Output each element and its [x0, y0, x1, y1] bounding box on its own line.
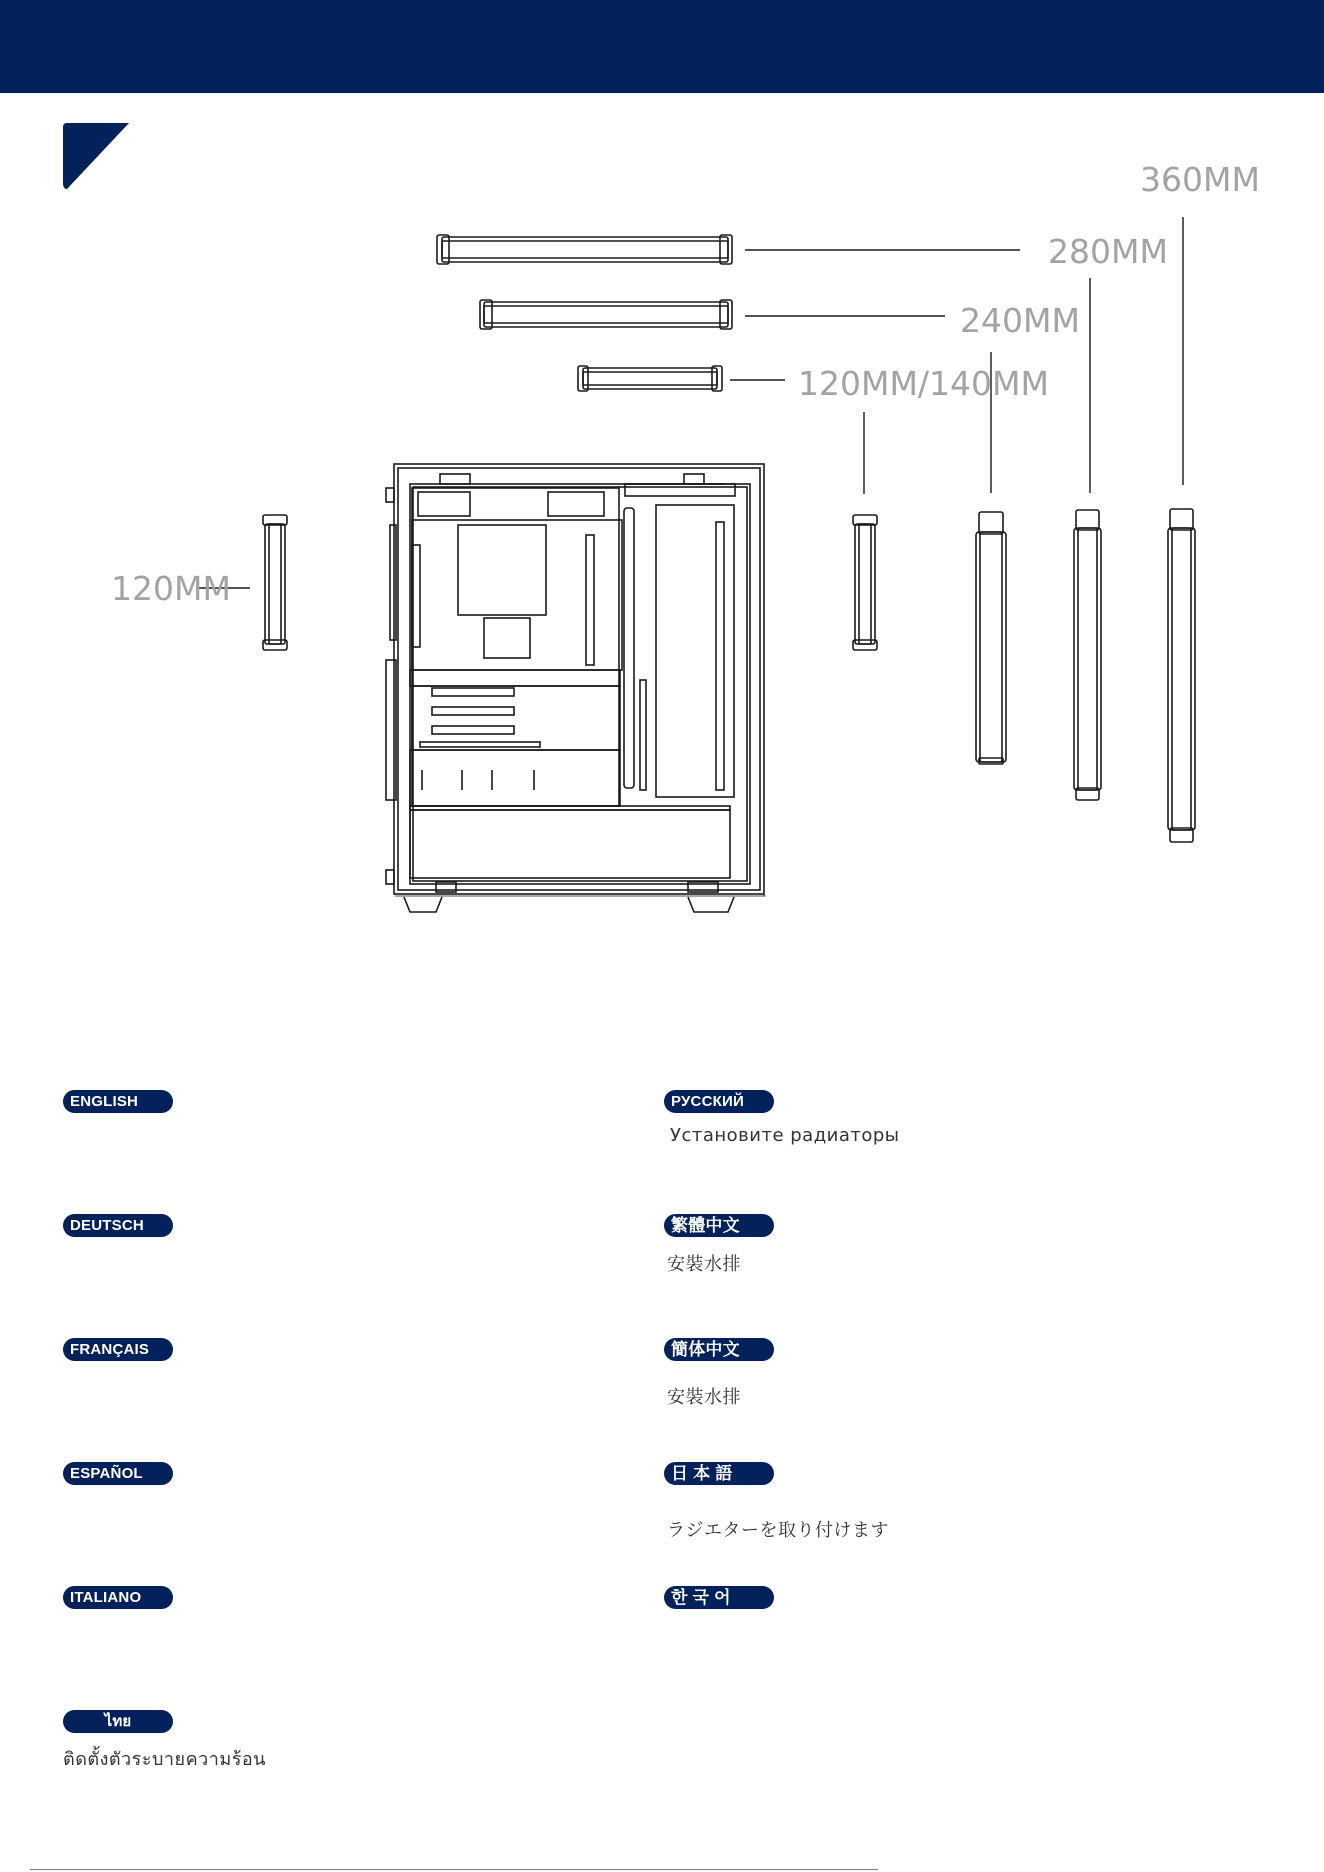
- footer-rule: [30, 1869, 878, 1870]
- radiator-120-rear: [263, 515, 287, 650]
- lang-text-russian: Установите радиаторы: [670, 1125, 900, 1146]
- lang-badge-francais: FRANÇAIS: [63, 1338, 173, 1361]
- lang-text-simplified-chinese: 安裝水排: [667, 1387, 741, 1408]
- lang-text-japanese: ラジエターを取り付けます: [667, 1520, 889, 1541]
- lang-badge-deutsch: DEUTSCH: [63, 1214, 173, 1237]
- label-240mm: 240MM: [960, 301, 1080, 340]
- radiator-280-front: [1074, 510, 1101, 800]
- radiator-360-front: [1168, 509, 1195, 842]
- label-280mm: 280MM: [1048, 232, 1168, 271]
- radiator-120-140-top: [578, 366, 722, 391]
- label-360mm: 360MM: [1140, 160, 1260, 199]
- lang-badge-italiano: ITALIANO: [63, 1586, 173, 1609]
- radiator-280-top: [480, 300, 732, 329]
- pc-case-drawing: [386, 464, 766, 912]
- lang-text-thai: ติดตั้งตัวระบายความร้อน: [63, 1749, 266, 1770]
- lang-badge-espanol: ESPAÑOL: [63, 1462, 173, 1485]
- label-120-140mm: 120MM/140MM: [798, 364, 1049, 403]
- lang-badge-traditional-chinese: 繁體中文: [664, 1214, 774, 1237]
- radiator-360-top: [437, 235, 732, 264]
- radiator-120-front: [853, 515, 877, 650]
- lang-badge-russian: РУССКИЙ: [664, 1090, 774, 1113]
- lang-badge-thai: ไทย: [63, 1710, 173, 1733]
- lang-badge-korean: 한 국 어: [664, 1586, 774, 1609]
- label-rear-120mm: 120MM: [111, 569, 231, 608]
- lang-badge-english: ENGLISH: [63, 1090, 173, 1113]
- lang-text-traditional-chinese: 安裝水排: [667, 1254, 741, 1275]
- radiator-240-front: [976, 512, 1006, 764]
- lang-badge-simplified-chinese: 簡体中文: [664, 1338, 774, 1361]
- lang-badge-japanese: 日 本 語: [664, 1462, 774, 1485]
